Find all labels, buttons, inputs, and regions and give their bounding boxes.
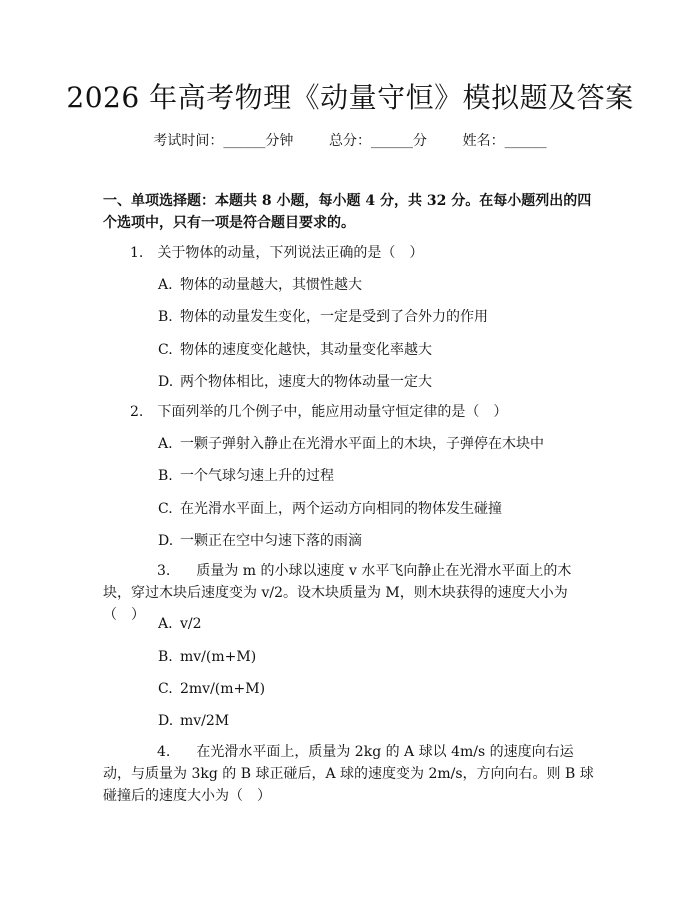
option-text: 物体的动量越大，其惯性越大: [180, 277, 362, 293]
option-text: 在光滑水平面上，两个运动方向相同的物体发生碰撞: [180, 501, 502, 517]
question-3-option-c: [158, 678, 598, 700]
option-text: 两个物体相比，速度大的物体动量一定大: [180, 374, 432, 390]
question-number: 2.: [130, 404, 144, 420]
question-3-option-b: [158, 646, 598, 668]
option-letter: B.: [158, 309, 173, 325]
question-3-option-d: [158, 710, 598, 732]
question-text: 在光滑水平面上，质量为 2kg 的 A 球以 4m/s 的速度向右运动，与质量为 3kg 的 B 球正碰后，A 球的速度变为 2m/s，方向向右。则 B 球碰撞后的速度大小为（ ）: [103, 744, 594, 804]
option-letter: D.: [158, 374, 174, 390]
question-1-option-a: [158, 274, 598, 296]
question-text: 下面列举的几个例子中，能应用动量守恒定律的是（ ）: [157, 404, 508, 420]
option-text: 2mv/(m+M): [180, 681, 266, 697]
option-letter: D.: [158, 713, 174, 729]
document-title: 2026 年高考物理《动量守恒》模拟题及答案: [66, 81, 634, 114]
question-2-option-a: [158, 433, 598, 455]
option-letter: B.: [158, 468, 173, 484]
option-text: 一个气球匀速上升的过程: [180, 468, 334, 484]
option-letter: D.: [158, 533, 174, 549]
question-number: 4.: [157, 744, 171, 760]
option-letter: C.: [158, 342, 173, 358]
exam-time-field: 考试时间：______分钟: [153, 133, 294, 149]
option-text: mv/2M: [180, 713, 230, 729]
exam-meta: [0, 131, 700, 151]
option-text: 物体的动量发生变化，一定是受到了合外力的作用: [180, 309, 488, 325]
question-text: 关于物体的动量，下列说法正确的是（ ）: [157, 245, 424, 261]
option-text: 物体的速度变化越快，其动量变化率越大: [180, 342, 432, 358]
question-1: [103, 242, 599, 264]
option-text: 一颗正在空中匀速下落的雨滴: [180, 533, 362, 549]
option-letter: A.: [158, 277, 173, 293]
question-1-option-d: [158, 371, 598, 393]
question-text: 质量为 m 的小球以速度 v 水平飞向静止在光滑水平面上的木块，穿过木块后速度变为 v/2。设木块质量为 M，则木块获得的速度大小为（ ）: [103, 563, 572, 623]
question-1-option-b: [158, 306, 598, 328]
option-letter: B.: [158, 649, 173, 665]
option-letter: C.: [158, 501, 173, 517]
question-3-option-a: [158, 613, 598, 635]
option-text: v/2: [180, 616, 202, 632]
section-heading: 一、单项选择题：本题共 8 小题，每小题 4 分，共 32 分。在每小题列出的四个选项中，只有一项是符合题目要求的。: [103, 193, 592, 231]
student-name-field: 姓名：______: [462, 133, 547, 149]
question-2-option-c: [158, 498, 598, 520]
question-2-option-b: [158, 465, 598, 487]
option-letter: A.: [158, 616, 173, 632]
question-number: 3.: [157, 563, 171, 579]
question-2-option-d: [158, 530, 598, 552]
option-text: 一颗子弹射入静止在光滑水平面上的木块，子弹停在木块中: [180, 436, 544, 452]
option-letter: C.: [158, 681, 173, 697]
total-score-field: 总分：______分: [329, 133, 427, 149]
question-2: [103, 401, 599, 423]
option-letter: A.: [158, 436, 173, 452]
option-text: mv/(m+M): [180, 649, 257, 665]
question-1-option-c: [158, 339, 598, 361]
question-number: 1.: [130, 245, 144, 261]
question-4: [103, 741, 599, 807]
